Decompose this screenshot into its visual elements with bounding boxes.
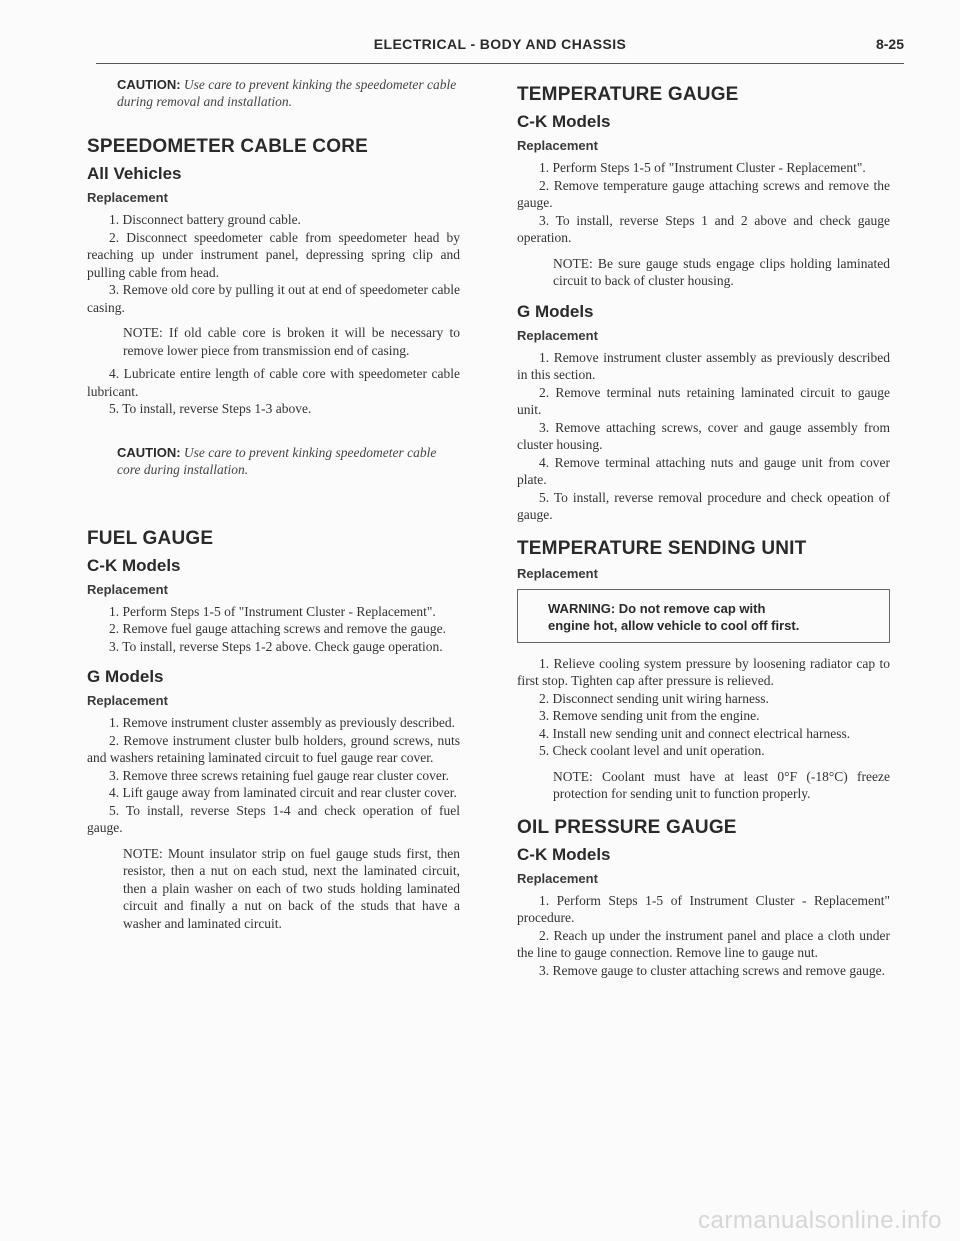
step: 3. To install, reverse Steps 1 and 2 above and check gauge operation. xyxy=(517,212,890,245)
subsection-title-ck-models: C-K Models xyxy=(517,844,611,864)
section-title-oil-pressure-gauge: OIL PRESSURE GAUGE xyxy=(517,816,737,838)
subsection-title-ck-models: C-K Models xyxy=(517,112,611,131)
caution-text: Use care to prevent kinking speedometer cable core during installation. xyxy=(117,444,437,477)
step: 1. Remove instrument cluster assembly as previously described in this section. xyxy=(517,349,890,382)
step: 3. Remove three screws retaining fuel gauge rear cluster cover. xyxy=(109,767,449,783)
step-list xyxy=(87,714,460,837)
step: 5. To install, reverse Steps 1-4 and check operation of fuel gauge. xyxy=(87,802,460,835)
step: 3. Remove gauge to cluster attaching screws and remove gauge. xyxy=(539,962,886,978)
watermark: carmanualsonline.info xyxy=(698,1207,942,1234)
caution-label: CAUTION: xyxy=(117,444,181,460)
step: 2. Disconnect speedometer cable from speedometer head by reaching up under instrument panel, depressing spring clip and pulling cable from head. xyxy=(87,229,460,280)
step-list xyxy=(517,655,890,760)
subsection-title-ck-models: C-K Models xyxy=(87,555,181,575)
replacement-heading: Replacement xyxy=(87,693,168,708)
page-number: 8-25 xyxy=(875,36,904,52)
step: 2. Remove terminal nuts retaining laminated circuit to gauge unit. xyxy=(517,384,890,417)
step: 1. Remove instrument cluster assembly as previously described. xyxy=(109,715,456,730)
caution-label: CAUTION: xyxy=(117,77,181,92)
section-title-fuel-gauge: FUEL GAUGE xyxy=(87,527,214,549)
note: NOTE: If old cable core is broken it will be necessary to remove lower piece from transmission end of casing. xyxy=(123,325,460,358)
step: 3. Remove attaching screws, cover and gauge assembly from cluster housing. xyxy=(517,419,890,452)
step-list xyxy=(87,211,460,316)
step-list xyxy=(87,365,460,418)
step: 1. Disconnect battery ground cable. xyxy=(109,212,301,227)
header-rule xyxy=(96,63,904,64)
step-list xyxy=(517,892,890,980)
header-title: ELECTRICAL - BODY AND CHASSIS xyxy=(373,36,627,52)
note: NOTE: Be sure gauge studs engage clips holding laminated circuit to back of cluster housing. xyxy=(553,255,890,288)
step: 5. Check coolant level and unit operation. xyxy=(539,743,765,758)
caution-note xyxy=(117,444,460,478)
step: 2. Disconnect sending unit wiring harness. xyxy=(539,690,769,706)
step-list xyxy=(517,159,890,247)
step: 5. To install, reverse Steps 1-3 above. xyxy=(109,401,312,416)
subsection-title-g-models: G Models xyxy=(517,301,594,321)
subsection-title-all-vehicles: All Vehicles xyxy=(87,164,182,183)
step: 3. Remove old core by pulling it out at end of speedometer cable casing. xyxy=(87,282,460,315)
caution-note xyxy=(117,76,460,110)
replacement-heading: Replacement xyxy=(517,327,598,343)
step: 1. Perform Steps 1-5 of Instrument Cluster - Replacement" procedure. xyxy=(517,892,890,925)
right-column xyxy=(517,70,890,979)
step: 4. Lubricate entire length of cable core with speedometer cable lubricant. xyxy=(87,366,460,399)
note: NOTE: Mount insulator strip on fuel gauge studs first, then resistor, then a nut on each stud, next the laminated circuit, then a plain washer on each of two studs holding laminated circuit and finally a nut on back of the studs that have a washer and laminated circuit. xyxy=(123,845,460,931)
replacement-heading: Replacement xyxy=(87,190,168,205)
step-list xyxy=(517,349,890,524)
page-header xyxy=(96,36,904,60)
step: 3. To install, reverse Steps 1-2 above. Check gauge operation. xyxy=(109,638,443,654)
note: NOTE: Coolant must have at least 0°F (-18°C) freeze protection for sending unit to function properly. xyxy=(553,768,890,801)
left-column xyxy=(87,70,460,938)
step: 2. Remove temperature gauge attaching screws and remove the gauge. xyxy=(517,177,890,210)
step: 2. Remove instrument cluster bulb holders, ground screws, nuts and washers retaining laminated circuit to fuel gauge rear cover. xyxy=(87,732,460,765)
replacement-heading: Replacement xyxy=(517,565,598,581)
step: 3. Remove sending unit from the engine. xyxy=(539,708,760,723)
replacement-heading: Replacement xyxy=(517,870,598,886)
warning-box xyxy=(517,589,890,643)
step: 4. Remove terminal attaching nuts and gauge unit from cover plate. xyxy=(517,454,890,487)
step: 1. Relieve cooling system pressure by loosening radiator cap to first stop. Tighten cap after pressure is relieved. xyxy=(517,655,890,688)
replacement-heading: Replacement xyxy=(87,581,168,597)
warning-text: WARNING: Do not remove cap with engine hot, allow vehicle to cool off first. xyxy=(548,600,800,633)
step: 2. Remove fuel gauge attaching screws and remove the gauge. xyxy=(109,621,446,636)
step: 4. Lift gauge away from laminated circuit and rear cluster cover. xyxy=(109,785,457,800)
step-list xyxy=(87,603,460,656)
caution-text: Use care to prevent kinking the speedometer cable during removal and installation. xyxy=(117,77,457,109)
section-title-temperature-gauge: TEMPERATURE GAUGE xyxy=(517,84,739,105)
step: 1. Perform Steps 1-5 of "Instrument Cluster - Replacement". xyxy=(109,603,436,619)
subsection-title-g-models: G Models xyxy=(87,667,164,686)
replacement-heading: Replacement xyxy=(517,138,598,153)
section-title-speedometer-cable-core: SPEEDOMETER CABLE CORE xyxy=(87,136,368,157)
step: 5. To install, reverse removal procedure and check opeation of gauge. xyxy=(517,489,890,522)
step: 1. Perform Steps 1-5 of "Instrument Cluster - Replacement". xyxy=(539,160,866,175)
step: 4. Install new sending unit and connect electrical harness. xyxy=(539,725,851,741)
step: 2. Reach up under the instrument panel and place a cloth under the line to gauge connection. Remove line to gauge nut. xyxy=(517,927,890,960)
section-title-temperature-sending-unit: TEMPERATURE SENDING UNIT xyxy=(517,537,807,559)
